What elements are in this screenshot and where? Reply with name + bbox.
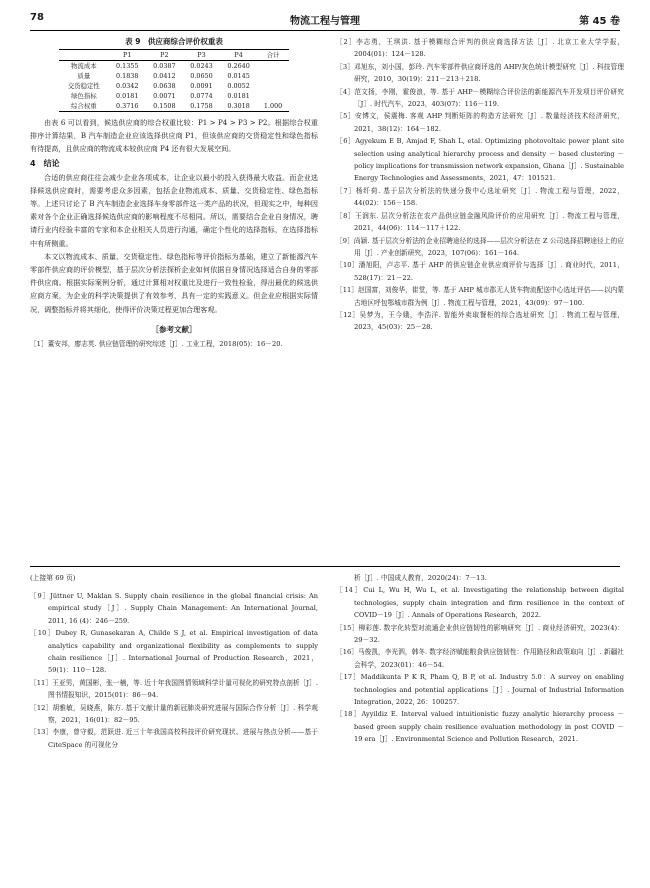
table-cell: 0.0052 [227,82,250,90]
references-title: ［参考文献］ [151,324,197,334]
table-cell: 0.0181 [116,92,139,100]
table-cell: 0.1758 [183,101,220,112]
table-cell: 0.2640 [227,62,250,70]
reference-item: ［11］王亚男，黄国彬，张一楠，等. 近十年我国图情领域科学计量可视化的研究特点剖析［J］. 图书情报知识，2015(01)：86－94. [30,678,318,700]
table-header-cell: P2 [146,50,183,61]
reference-item: ［2］李志勇，王琪洪. 基于模糊综合评判的供应商选择方法［J］. 北京工业大学学报，2004(01)：124－128. [336,38,624,59]
reference-item: ［5］安博文，侯震梅. 客观 AHP 判断矩阵的构造方法研究［J］. 数量经济技术经济研究，2021，38(12)：164－182. [336,112,624,133]
table-row [59,61,289,72]
table-cell [257,91,289,101]
reference-item: ［12］胡雅敏，吴晓燕，陈方. 基于文献计量的新冠肺炎研究进展与国际合作分析［J］. 科学观察，2021，16(01)：82－95. [30,703,318,725]
table-cell: 0.0243 [190,62,213,70]
body-paragraph: 合适的供应商往往会减少企业各项成本，让企业以最小的投入获得最大收益。而企业选择候选供应商时，需要考虑众多因素，包括企业物流成本、质量、交货稳定性、绿色指标等。上述只讨论了 B 汽车制造企业选择车身零部件这一类产品的状况，但现实之中，每种因素对各个企业正确选择候选供应商的影响程度不尽相同。所以，需要结合企业自身情况，聘请行业内经验丰富的专家和本企业相关人员进行沟通，确定个性化的选择指标，在选择指标中有所侧重。 [30,172,318,248]
table-row [59,81,289,91]
table-cell: 物流成本 [71,62,97,70]
bottom-right-column [336,572,624,746]
table-cell: 交货稳定性 [67,82,100,90]
table-header-row [59,50,289,61]
page-header [30,12,620,30]
table-cell: 0.1838 [116,72,139,80]
body-paragraph: 本文以物流成本、质量、交货稳定性、绿色指标等评价指标为基础，建立了新能源汽车零部件供应商的评价模型，基于层次分析法探析企业如何依据自身情况选择适合自身的零部件供应商。根据实际案例分析，通过计算相对权重比及进行一致性检验，得出最优的候选供应商方案，为企业的科学决策提供了有效参考，具有一定的实践意义。但企业应根据实际情况，调整指标并将其细化，使得评价决策过程更加合理客观。 [30,251,318,314]
table-cell: 绿色指标 [71,92,97,100]
right-column [336,36,624,334]
table-cell: 0.1508 [146,101,183,112]
table-cell: 质量 [77,72,91,80]
reference-item: ［17］Maddikunta P K R, Pham Q, B P, et al. Industry 5.0：A survey on enabling technologies and potential applications［J］. Journal of Industrial Information Integration, 2022, 26：100257. [336,673,624,707]
journal-title: 物流工程与管理 [290,16,360,27]
bottom-left-column [30,572,318,751]
table-cell [257,81,289,91]
table-cell: 0.0638 [153,82,176,90]
table-header-cell: P4 [220,50,257,61]
left-column [30,36,318,350]
reference-item: ［18］Ayyildiz E. Interval valued intuitionistic fuzzy analytic hierarchy process － based green supply chain resilience evaluation methodology in post COVID － 19 era［J］. Environmental Science and Pollution Research，2021. [336,710,624,744]
reference-item: ［10］潘旭阳，卢志平. 基于 AHP 的供应链企业供应商评价与选择［J］. 商业时代，2011，528(17)：21－22. [336,261,624,282]
section-title: 4 结论 [30,158,60,168]
reference-item: ［16］马俊凯，李光泗，韩冬. 数字经济赋能粮食供应链韧性：作用路径和政策取向［J］. 新疆社会科学，2023(01)：46－54. [336,648,624,669]
reference-item: ［9］Jüttner U, Maklan S. Supply chain resilience in the global financial crisis: An empirical study［J］. Supply Chain Management: An International Journal, 2011, 16 (4)：246－259. [30,592,318,625]
table-cell: 0.1355 [116,62,139,70]
reference-item: ［15］柳彩莲. 数字化转型对流通企业供应链韧性的影响研究［J］. 商业经济研究，2023(4)：29－32. [336,623,624,645]
reference-item: ［7］杨纤荷. 基于层次分析法的快递分拨中心选址研究［J］. 物流工程与管理，2022，44(02)：156－158. [336,186,624,208]
table-cell [257,71,289,81]
reference-item: ［9］尚颖. 基于层次分析法的企业招聘途径的选择——层次分析法在 Z 公司选择招聘途径上的应用［J］. 产业创新研究，2023，107(06)：161－164. [336,236,624,257]
reference-item: ［13］李康，曾守毅，范跃进. 近三十年我国高校科技评价研究现状、进展与热点分析——基于 CiteSpace 的可视化分 [30,728,318,749]
continued-note: (上接第 69 页) [30,574,76,582]
page-number: 78 [30,12,44,23]
table-header-cell: P3 [183,50,220,61]
table-cell: 0.0145 [227,72,250,80]
table-header-cell: P1 [109,50,146,61]
table-cell: 0.0342 [116,82,139,90]
table-row [59,71,289,81]
table-row [59,91,289,101]
reference-item: ［6］Agyekum E B, Amjad F, Shah L, etal. Optimizing photovoltaic power plant site selection using analytical hierarchy process and density － based clustering － policy implications for transmission network expansion, Ghana［J］. Sustainable Energy Technologies and Assessments，2021，47：101521. [336,137,624,183]
table-cell: 0.0774 [190,92,213,100]
table-row [59,101,289,112]
reference-item: ［10］Dubey R, Gunasekaran A, Childe S J, et al. Empirical investigation of data analytics capability and organizational flexibility as complements to supply chain resilience［J］. International Journal of Production Research，2021，59(1)：110－128. [30,629,318,675]
header-rule [30,30,620,31]
reference-item: ［3］邓旭东，刘小国，彭玲. 汽车零部件供应商评选的 AHP/灰色统计模型研究［J］. 科技管理研究，2010，30(19)：211－213＋218. [336,62,624,84]
table-cell: 0.0387 [153,62,176,70]
section-divider [30,566,620,567]
table-header-cell [59,50,109,61]
weight-table [59,49,289,112]
table-cell: 0.0412 [153,72,176,80]
table-cell: 0.3716 [109,101,146,112]
table-cell: 0.0091 [190,82,213,90]
reference-item: ［8］王润东. 层次分析法在农产品供应链金融风险评价的应用研究［J］. 物流工程与管理，2021，44(06)：114－117＋122. [336,211,624,233]
table-cell: 综合权重 [59,101,109,112]
volume-label: 第 45 卷 [579,16,620,27]
table-cell: 1.000 [257,101,289,112]
table-caption: 表 9 供应商综合评价权重表 [125,37,223,46]
table-cell: 0.0650 [190,72,213,80]
reference-item: ［12］吴梦为，王今娥，李浩洋. 智能外卖取餐柜的综合选址研究［J］. 物流工程与管理，2023，45(03)：25－28. [336,310,624,332]
body-paragraph: 由表 6 可以看到，候选供应商的综合权重比较：P1 > P4 > P3 > P2。根据综合权重排序计算结果，B 汽车制造企业应该选择供应商 P1，但该供应商的交货稳定性和绿色指标有待提高，且供应商的物流成本较供应商 P4 还有很大发展空间。 [30,118,318,154]
table-cell: 0.0071 [153,92,176,100]
reference-item: ［4］范文扬，李刚，霍俊浪，等. 基于 AHP－模糊综合评价法的新能源汽车开发项目评价研究［J］. 时代汽车，2023，403(07)：116－119. [336,87,624,109]
reference-item: ［11］赵国富，刘俊华，崔堂，等. 基于 AHP 城市郡无人货车物流配送中心选址评估——以内蒙古地区呼包鄂城市群为例［J］. 物流工程与管理，2021，43(09)：97－100. [336,286,624,307]
table-cell: 0.3018 [220,101,257,112]
reference-item: ［1］董安邦，廖志英. 供应链管理的研究综述［J］. 工业工程，2018(05)：16－20. [30,339,283,348]
table-header-cell: 合计 [257,50,289,61]
table-cell: 0.0181 [227,92,250,100]
reference-item: ［14］Cui L, Wu H, Wu L, et al. Investigating the relationship between digital technologies, supply chain integration and firm resilience in the context of COVID－19［J］. Annals of Operations Research，2022. [336,586,624,620]
reference-continuation: 析［J］. 中国成人教育，2020(24)：7－13. [354,574,487,582]
table-cell [257,61,289,72]
